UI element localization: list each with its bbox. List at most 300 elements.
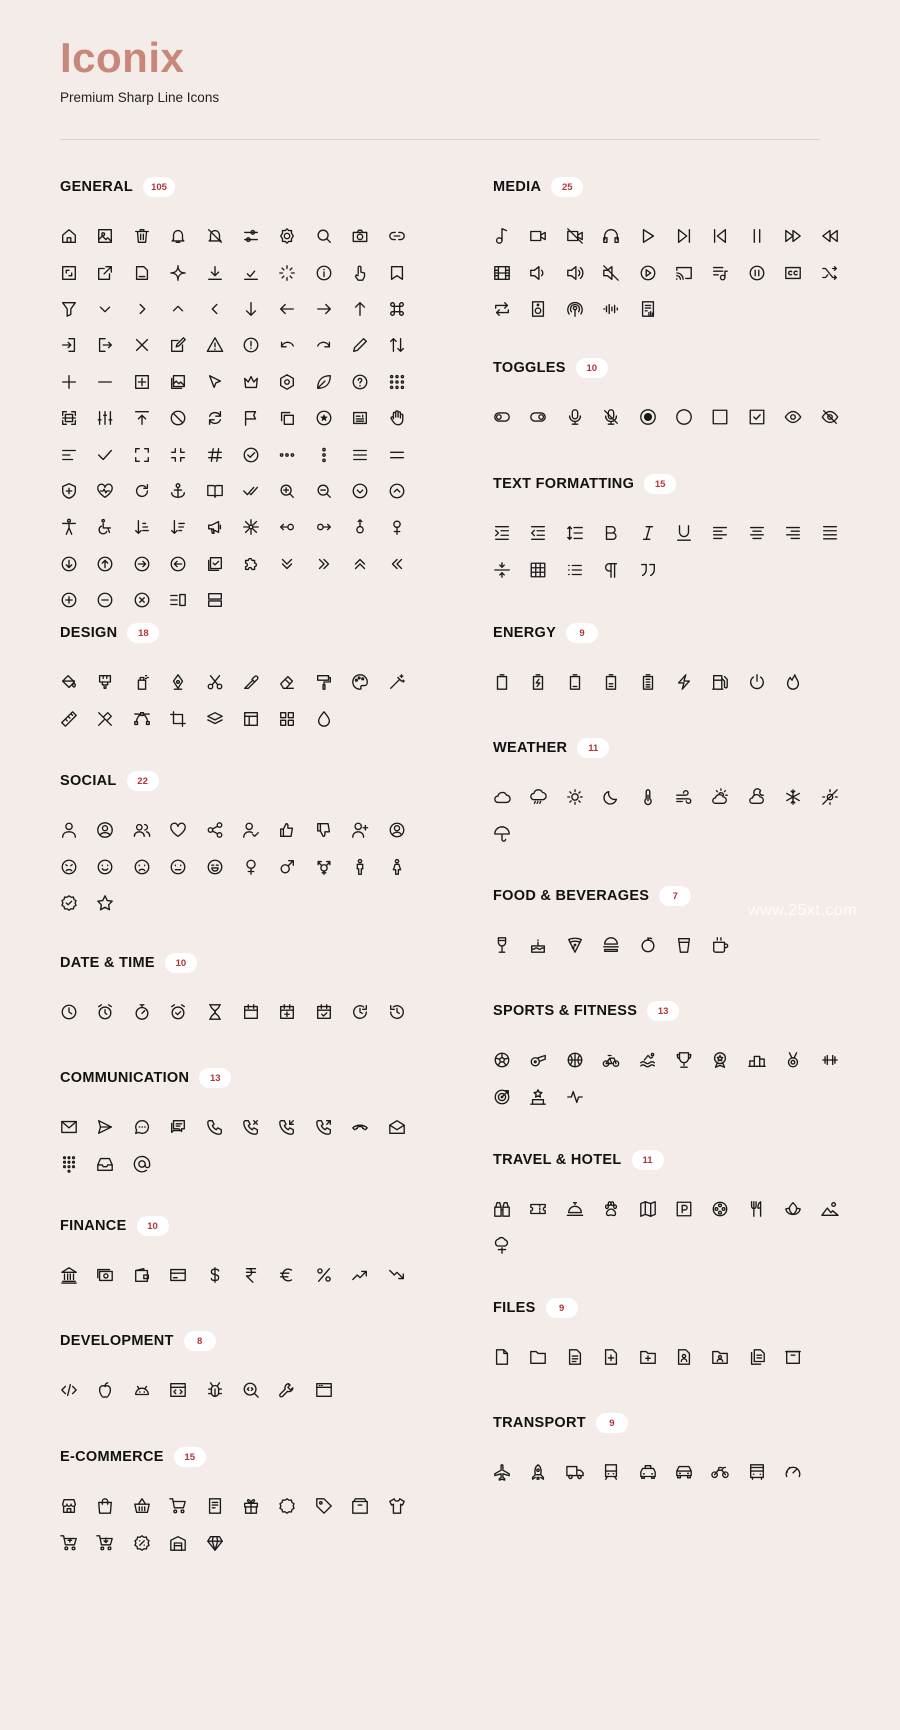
icon-grid bbox=[493, 779, 893, 852]
battery-empty-icon bbox=[493, 664, 529, 700]
section-header bbox=[493, 176, 853, 198]
mic-icon bbox=[566, 399, 602, 435]
sort-arrows-icon bbox=[388, 327, 424, 363]
close-icon bbox=[133, 327, 169, 363]
discount-icon bbox=[133, 1524, 169, 1560]
eye-off-icon bbox=[821, 399, 857, 435]
volume-high-icon bbox=[566, 254, 602, 290]
at-icon bbox=[133, 1145, 169, 1181]
sparkle-icon bbox=[169, 254, 205, 290]
wind-icon bbox=[675, 779, 711, 815]
paint-roller-icon bbox=[315, 664, 351, 700]
section-header bbox=[493, 473, 853, 495]
radio-checked-icon bbox=[639, 399, 675, 435]
file-icon bbox=[133, 254, 169, 290]
filter-icon bbox=[60, 291, 96, 327]
skip-forward-icon bbox=[675, 218, 711, 254]
icon-count-badge: 15 bbox=[174, 1447, 206, 1467]
arrow-up-circle-icon bbox=[96, 546, 132, 582]
closed-captions-icon bbox=[784, 254, 820, 290]
section-title: FILES bbox=[493, 1300, 536, 1316]
shopping-bag-icon bbox=[96, 1488, 132, 1524]
soccer-ball-icon bbox=[493, 1042, 529, 1078]
fuel-icon bbox=[711, 664, 747, 700]
truck-icon bbox=[566, 1454, 602, 1490]
section-date_time bbox=[60, 952, 420, 1030]
eraser-icon bbox=[278, 664, 314, 700]
icon-count-badge: 10 bbox=[137, 1216, 169, 1236]
archive-icon bbox=[784, 1339, 820, 1375]
android-icon bbox=[133, 1372, 169, 1408]
layout-icon bbox=[242, 700, 278, 736]
quote-icon bbox=[639, 551, 675, 587]
transcript-icon bbox=[639, 291, 675, 327]
badge-icon bbox=[278, 1488, 314, 1524]
user-icon bbox=[60, 812, 96, 848]
section-text_formatting bbox=[493, 473, 853, 588]
section-energy bbox=[493, 622, 853, 700]
section-title: SPORTS & FITNESS bbox=[493, 1003, 638, 1019]
indent-icon bbox=[493, 515, 529, 551]
folder-plus-icon bbox=[639, 1339, 675, 1375]
plus-icon bbox=[60, 364, 96, 400]
umbrella-icon bbox=[493, 815, 529, 851]
icon-count-badge: 18 bbox=[127, 623, 159, 643]
section-title: WEATHER bbox=[493, 740, 568, 756]
heart-icon bbox=[169, 812, 205, 848]
file-blank-icon bbox=[493, 1339, 529, 1375]
transgender-icon bbox=[315, 848, 351, 884]
section-communication bbox=[60, 1067, 420, 1182]
parking-icon bbox=[675, 1191, 711, 1227]
section-title: FOOD & BEVERAGES bbox=[493, 888, 650, 904]
chevron-down-circle-icon bbox=[351, 473, 387, 509]
page-subtitle: Premium Sharp Line Icons bbox=[60, 90, 220, 105]
network-icon bbox=[242, 509, 278, 545]
line-height-icon bbox=[566, 515, 602, 551]
images-icon bbox=[169, 364, 205, 400]
stopwatch-icon bbox=[133, 994, 169, 1030]
sun-off-icon bbox=[821, 779, 857, 815]
moon-icon bbox=[602, 779, 638, 815]
cart-plus-icon bbox=[60, 1524, 96, 1560]
user-check-icon bbox=[242, 812, 278, 848]
section-general bbox=[60, 176, 420, 618]
female-icon bbox=[242, 848, 278, 884]
headphones-icon bbox=[602, 218, 638, 254]
heart-pulse-icon bbox=[96, 473, 132, 509]
alarm-icon bbox=[96, 994, 132, 1030]
arrow-left-circle-icon bbox=[169, 546, 205, 582]
film-reel-icon bbox=[711, 1191, 747, 1227]
outdent-icon bbox=[529, 515, 565, 551]
section-title: TRANSPORT bbox=[493, 1415, 586, 1431]
pen-nib-icon bbox=[169, 664, 205, 700]
vertical-spacing-icon bbox=[493, 551, 529, 587]
package-icon bbox=[351, 1488, 387, 1524]
header bbox=[60, 32, 219, 105]
plane-icon bbox=[493, 1454, 529, 1490]
section-header bbox=[60, 1067, 420, 1089]
leaf-icon bbox=[315, 364, 351, 400]
section-header bbox=[60, 770, 420, 792]
section-header bbox=[60, 1215, 420, 1237]
cup-icon bbox=[675, 927, 711, 963]
login-icon bbox=[60, 327, 96, 363]
user-square-icon bbox=[388, 812, 424, 848]
italic-icon bbox=[639, 515, 675, 551]
play-icon bbox=[639, 218, 675, 254]
equalizer-icon bbox=[96, 400, 132, 436]
sliders-icon bbox=[242, 218, 278, 254]
hourglass-icon bbox=[206, 994, 242, 1030]
mail-open-icon bbox=[388, 1109, 424, 1145]
bookmark-icon bbox=[388, 254, 424, 290]
icon-count-badge: 13 bbox=[647, 1001, 679, 1021]
woman-icon bbox=[388, 848, 424, 884]
dollar-icon bbox=[206, 1257, 242, 1293]
check-icon bbox=[96, 436, 132, 472]
thumbs-down-icon bbox=[315, 812, 351, 848]
section-social bbox=[60, 770, 420, 921]
section-design bbox=[60, 622, 420, 737]
section-title: ENERGY bbox=[493, 625, 557, 641]
minus-circle-icon bbox=[96, 582, 132, 618]
pizza-icon bbox=[566, 927, 602, 963]
checkbox-checked-icon bbox=[748, 399, 784, 435]
align-left-icon bbox=[711, 515, 747, 551]
upload-line-icon bbox=[133, 400, 169, 436]
arrow-right-circle-icon bbox=[133, 546, 169, 582]
bug-icon bbox=[206, 1372, 242, 1408]
car-icon bbox=[675, 1454, 711, 1490]
image-icon bbox=[96, 218, 132, 254]
icon-count-badge: 9 bbox=[596, 1413, 628, 1433]
radio-icon bbox=[675, 399, 711, 435]
user-circle-icon bbox=[96, 812, 132, 848]
icon-count-badge: 9 bbox=[566, 623, 598, 643]
whistle-icon bbox=[529, 1042, 565, 1078]
inbox-icon bbox=[96, 1145, 132, 1181]
store-icon bbox=[60, 1488, 96, 1524]
clock-rotate-icon bbox=[351, 994, 387, 1030]
fast-forward-icon bbox=[784, 218, 820, 254]
bolt-icon bbox=[675, 664, 711, 700]
crop-corners-icon bbox=[60, 254, 96, 290]
home-icon bbox=[60, 218, 96, 254]
brush-icon bbox=[96, 664, 132, 700]
chevron-right-icon bbox=[133, 291, 169, 327]
shuffle-icon bbox=[821, 254, 857, 290]
ban-icon bbox=[169, 400, 205, 436]
calendar-icon bbox=[242, 994, 278, 1030]
face-frown-icon bbox=[133, 848, 169, 884]
gift-icon bbox=[242, 1488, 278, 1524]
euro-icon bbox=[278, 1257, 314, 1293]
paint-bucket-icon bbox=[60, 664, 96, 700]
calendar-plus-icon bbox=[278, 994, 314, 1030]
icon-count-badge: 8 bbox=[184, 1331, 216, 1351]
section-header bbox=[493, 1000, 853, 1022]
coffee-icon bbox=[711, 927, 747, 963]
minus-icon bbox=[96, 364, 132, 400]
icon-count-badge: 10 bbox=[165, 953, 197, 973]
section-header bbox=[60, 1446, 420, 1468]
double-check-icon bbox=[242, 473, 278, 509]
tree-icon bbox=[493, 1227, 529, 1263]
book-open-icon bbox=[206, 473, 242, 509]
section-header bbox=[60, 952, 420, 974]
activity-icon bbox=[566, 1078, 602, 1114]
skip-back-icon bbox=[711, 218, 747, 254]
checkbox-icon bbox=[711, 399, 747, 435]
users-icon bbox=[133, 812, 169, 848]
face-smile-icon bbox=[96, 848, 132, 884]
face-neutral-icon bbox=[169, 848, 205, 884]
train-icon bbox=[602, 1454, 638, 1490]
megaphone-icon bbox=[206, 509, 242, 545]
palette-icon bbox=[351, 664, 387, 700]
tap-icon bbox=[351, 254, 387, 290]
check-circle-icon bbox=[242, 436, 278, 472]
flame-icon bbox=[784, 664, 820, 700]
underline-icon bbox=[675, 515, 711, 551]
phone-outgoing-icon bbox=[315, 1109, 351, 1145]
ticket-icon bbox=[529, 1191, 565, 1227]
download-icon bbox=[206, 254, 242, 290]
trend-up-icon bbox=[351, 1257, 387, 1293]
code-search-icon bbox=[242, 1372, 278, 1408]
calendar-check-icon bbox=[315, 994, 351, 1030]
cursor-icon bbox=[206, 364, 242, 400]
camera-icon bbox=[351, 218, 387, 254]
refresh-icon bbox=[206, 400, 242, 436]
command-icon bbox=[388, 291, 424, 327]
rewind-icon bbox=[821, 218, 857, 254]
info-icon bbox=[315, 254, 351, 290]
motorcycle-icon bbox=[711, 1454, 747, 1490]
section-weather bbox=[493, 737, 853, 852]
icon-grid bbox=[493, 927, 893, 963]
podcast-icon bbox=[566, 291, 602, 327]
wrench-icon bbox=[278, 1372, 314, 1408]
pause-icon bbox=[748, 218, 784, 254]
speaker-icon bbox=[529, 291, 565, 327]
apps-icon bbox=[278, 700, 314, 736]
sun-icon bbox=[566, 779, 602, 815]
section-toggles bbox=[493, 357, 853, 435]
cart-icon bbox=[169, 1488, 205, 1524]
icon-count-badge: 22 bbox=[127, 771, 159, 791]
chevron-up-icon bbox=[169, 291, 205, 327]
section-title: SOCIAL bbox=[60, 773, 117, 789]
text-align-left-icon bbox=[60, 436, 96, 472]
section-sports bbox=[493, 1000, 853, 1115]
section-title: E-COMMERCE bbox=[60, 1449, 164, 1465]
arrow-left-icon bbox=[278, 291, 314, 327]
tag-icon bbox=[315, 1488, 351, 1524]
cast-icon bbox=[675, 254, 711, 290]
sort-asc-icon bbox=[133, 509, 169, 545]
bike-icon bbox=[602, 1042, 638, 1078]
droplet-icon bbox=[315, 700, 351, 736]
rupee-icon bbox=[242, 1257, 278, 1293]
mic-off-icon bbox=[602, 399, 638, 435]
section-header bbox=[493, 622, 853, 644]
icon-grid bbox=[60, 218, 460, 618]
zoom-out-icon bbox=[315, 473, 351, 509]
arrow-down-circle-icon bbox=[60, 546, 96, 582]
trash-icon bbox=[133, 218, 169, 254]
download-line-icon bbox=[242, 254, 278, 290]
anchor-icon bbox=[169, 473, 205, 509]
target-icon bbox=[493, 1078, 529, 1114]
help-circle-icon bbox=[351, 364, 387, 400]
section-media bbox=[493, 176, 853, 327]
face-laugh-icon bbox=[206, 848, 242, 884]
playlist-icon bbox=[711, 254, 747, 290]
cloud-sun-icon bbox=[711, 779, 747, 815]
section-title: COMMUNICATION bbox=[60, 1070, 190, 1086]
zoom-in-icon bbox=[278, 473, 314, 509]
align-right-icon bbox=[784, 515, 820, 551]
film-icon bbox=[493, 254, 529, 290]
section-title: TEXT FORMATTING bbox=[493, 476, 635, 492]
bank-icon bbox=[60, 1257, 96, 1293]
x-circle-icon bbox=[133, 582, 169, 618]
pilcrow-icon bbox=[602, 551, 638, 587]
section-title: MEDIA bbox=[493, 179, 542, 195]
justify-icon bbox=[821, 515, 857, 551]
play-circle-icon bbox=[639, 254, 675, 290]
icon-grid bbox=[60, 1109, 460, 1182]
map-fold-icon bbox=[639, 1191, 675, 1227]
bezier-icon bbox=[133, 700, 169, 736]
section-header bbox=[493, 737, 853, 759]
cloche-icon bbox=[566, 1191, 602, 1227]
gear-icon bbox=[278, 218, 314, 254]
icon-count-badge: 15 bbox=[644, 474, 676, 494]
section-title: TRAVEL & HOTEL bbox=[493, 1152, 622, 1168]
cloud-rain-icon bbox=[529, 779, 565, 815]
folder-user-icon bbox=[711, 1339, 747, 1375]
shield-plus-icon bbox=[60, 473, 96, 509]
files-icon bbox=[748, 1339, 784, 1375]
equals-icon bbox=[388, 436, 424, 472]
section-header bbox=[493, 1297, 853, 1319]
hang-up-icon bbox=[351, 1109, 387, 1145]
watermark: www.25xt.com bbox=[748, 902, 858, 919]
paw-icon bbox=[602, 1191, 638, 1227]
taxi-icon bbox=[639, 1454, 675, 1490]
bus-icon bbox=[748, 1454, 784, 1490]
cake-icon bbox=[529, 927, 565, 963]
percent-icon bbox=[315, 1257, 351, 1293]
warehouse-icon bbox=[169, 1524, 205, 1560]
section-travel bbox=[493, 1149, 853, 1264]
section-header bbox=[60, 176, 420, 198]
icon-grid bbox=[60, 664, 460, 737]
cash-icon bbox=[96, 1257, 132, 1293]
collapse-icon bbox=[169, 436, 205, 472]
more-horizontal-icon bbox=[278, 436, 314, 472]
section-title: FINANCE bbox=[60, 1218, 127, 1234]
icon-grid bbox=[493, 399, 893, 435]
basket-icon bbox=[133, 1488, 169, 1524]
apple-fruit-icon bbox=[639, 927, 675, 963]
expand-icon bbox=[133, 436, 169, 472]
medal-icon bbox=[784, 1042, 820, 1078]
crown-icon bbox=[242, 364, 278, 400]
tools-icon bbox=[96, 700, 132, 736]
podium-icon bbox=[748, 1042, 784, 1078]
shirt-icon bbox=[388, 1488, 424, 1524]
phone-icon bbox=[206, 1109, 242, 1145]
mail-icon bbox=[60, 1109, 96, 1145]
key-right-icon bbox=[315, 509, 351, 545]
article-icon bbox=[351, 400, 387, 436]
browser-icon bbox=[315, 1372, 351, 1408]
thermometer-icon bbox=[639, 779, 675, 815]
phone-x-icon bbox=[242, 1109, 278, 1145]
logout-icon bbox=[96, 327, 132, 363]
bell-icon bbox=[169, 218, 205, 254]
section-ecommerce bbox=[60, 1446, 420, 1561]
icon-grid bbox=[493, 515, 893, 588]
send-icon bbox=[96, 1109, 132, 1145]
alarm-check-icon bbox=[169, 994, 205, 1030]
battery-half-icon bbox=[602, 664, 638, 700]
code-icon bbox=[60, 1372, 96, 1408]
section-food bbox=[493, 885, 853, 963]
icon-count-badge: 7 bbox=[659, 886, 691, 906]
key-left-icon bbox=[278, 509, 314, 545]
cart-add-icon bbox=[96, 1524, 132, 1560]
table-icon bbox=[529, 551, 565, 587]
edit-square-icon bbox=[169, 327, 205, 363]
chats-icon bbox=[169, 1109, 205, 1145]
icon-grid bbox=[493, 664, 893, 700]
section-title: DEVELOPMENT bbox=[60, 1333, 174, 1349]
copy-icon bbox=[278, 400, 314, 436]
section-header bbox=[60, 1330, 420, 1352]
battery-full-icon bbox=[639, 664, 675, 700]
warning-icon bbox=[206, 327, 242, 363]
redo-icon bbox=[315, 327, 351, 363]
volume-mute-icon bbox=[602, 254, 638, 290]
icon-grid bbox=[493, 1339, 893, 1375]
chevron-down-icon bbox=[96, 291, 132, 327]
grid-dots-icon bbox=[388, 364, 424, 400]
credit-card-icon bbox=[169, 1257, 205, 1293]
icon-grid bbox=[60, 994, 460, 1030]
scissors-icon bbox=[206, 664, 242, 700]
hexagon-icon bbox=[278, 364, 314, 400]
chevron-left-icon bbox=[206, 291, 242, 327]
more-vertical-icon bbox=[315, 436, 351, 472]
bold-icon bbox=[602, 515, 638, 551]
arrow-right-icon bbox=[315, 291, 351, 327]
snowflake-icon bbox=[784, 779, 820, 815]
rocket-icon bbox=[529, 1454, 565, 1490]
power-icon bbox=[748, 664, 784, 700]
badge-check-icon bbox=[60, 885, 96, 921]
volume-icon bbox=[529, 254, 565, 290]
video-off-icon bbox=[566, 218, 602, 254]
section-title: DESIGN bbox=[60, 625, 118, 641]
apple-icon bbox=[96, 1372, 132, 1408]
receipt-icon bbox=[206, 1488, 242, 1524]
